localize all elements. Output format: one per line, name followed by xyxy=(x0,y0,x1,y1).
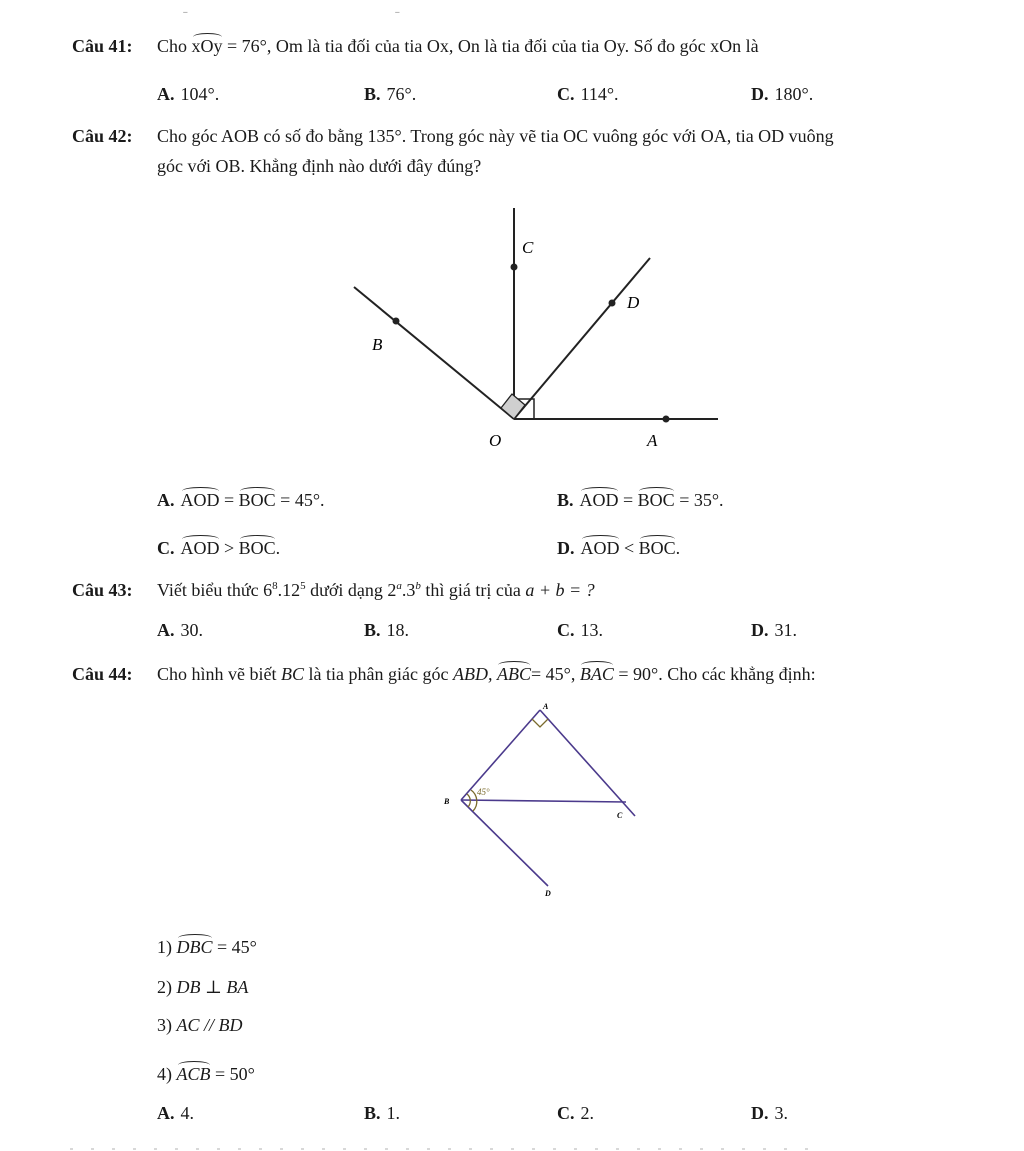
label-b: B xyxy=(444,797,450,806)
q42-option-b[interactable]: B. AOD = BOC = 35°. xyxy=(557,490,724,510)
angle-xoy: xOy xyxy=(191,36,223,56)
q43-option-b[interactable]: B. 18. xyxy=(364,620,410,640)
question-42-label: Câu 42: xyxy=(72,126,133,146)
q42-option-a[interactable]: A. AOD = BOC = 45°. xyxy=(157,490,325,510)
q44-option-c[interactable]: C. 2. xyxy=(557,1103,594,1123)
ray-od xyxy=(514,258,650,419)
label-d: D xyxy=(627,293,640,312)
q42-figure xyxy=(340,200,740,460)
segment-bc xyxy=(461,800,626,802)
label-a: A xyxy=(647,431,658,450)
point-b xyxy=(393,318,400,325)
question-44-text: Cho hình vẽ biết BC là tia phân giác góc ABD, ABC= 45°, BAC = 90°. Cho các khẳng định: xyxy=(157,664,816,684)
q42-option-d[interactable]: D. AOD < BOC. xyxy=(557,538,681,558)
q41-option-c[interactable]: C. 114°. xyxy=(557,84,619,104)
segment-ac xyxy=(540,710,635,816)
q43-option-c[interactable]: C. 13. xyxy=(557,620,603,640)
q44-statement-1: 1) DBC = 45° xyxy=(157,937,257,957)
q44-option-a[interactable]: A. 4. xyxy=(157,1103,194,1123)
label-45: 45° xyxy=(477,787,490,797)
point-c xyxy=(511,264,518,271)
q44-option-b[interactable]: B. 1. xyxy=(364,1103,401,1123)
point-d xyxy=(609,300,616,307)
point-a xyxy=(663,416,670,423)
q44-option-d[interactable]: D. 3. xyxy=(751,1103,788,1123)
label-o: O xyxy=(489,431,502,450)
q43-option-d[interactable]: D. 31. xyxy=(751,620,797,640)
q44-figure xyxy=(430,700,650,900)
cropped-mark: ˍ xyxy=(183,0,188,15)
question-44-label: Câu 44: xyxy=(72,664,133,684)
q43-option-a[interactable]: A. 30. xyxy=(157,620,203,640)
question-43-text: Viết biểu thức $6^8.12^5$ dưới dạng 2$^a$.3$^b$ thì giá trị của a + b = ? xyxy=(157,580,595,600)
label-b: B xyxy=(372,335,383,354)
segment-ab xyxy=(461,710,540,800)
question-43-label: Câu 43: xyxy=(72,580,133,600)
question-42-line1: Cho góc AOB có số đo bằng 135°. Trong góc này vẽ tia OC vuông góc với OA, tia OD vuông xyxy=(157,126,834,146)
question-41-text: Cho xOy = 76°, Om là tia đối của tia Ox, On là tia đối của tia Oy. Số đo góc xOn là xyxy=(157,36,759,56)
segment-bd xyxy=(461,800,548,886)
q44-statement-4: 4) ACB = 50° xyxy=(157,1064,255,1084)
cropped-next-line xyxy=(70,1145,810,1151)
cropped-mark: ˍ xyxy=(395,0,400,15)
question-42-line2: góc với OB. Khẳng định nào dưới đây đúng? xyxy=(157,156,482,176)
question-41-label: Câu 41: xyxy=(72,36,133,56)
label-c: C xyxy=(522,238,534,257)
q44-statement-2: 2) DB ⊥ BA xyxy=(157,977,249,997)
label-a: A xyxy=(543,702,549,711)
label-c: C xyxy=(617,811,623,820)
q41-option-d[interactable]: D. 180°. xyxy=(751,84,814,104)
q42-option-c[interactable]: C. AOD > BOC. xyxy=(157,538,281,558)
right-angle-marker-bod xyxy=(501,394,525,419)
q41-option-b[interactable]: B. 76°. xyxy=(364,84,417,104)
right-angle-a xyxy=(532,719,548,727)
label-d: D xyxy=(545,889,551,898)
q41-option-a[interactable]: A. 104°. xyxy=(157,84,220,104)
q44-statement-3: 3) AC // BD xyxy=(157,1015,243,1035)
